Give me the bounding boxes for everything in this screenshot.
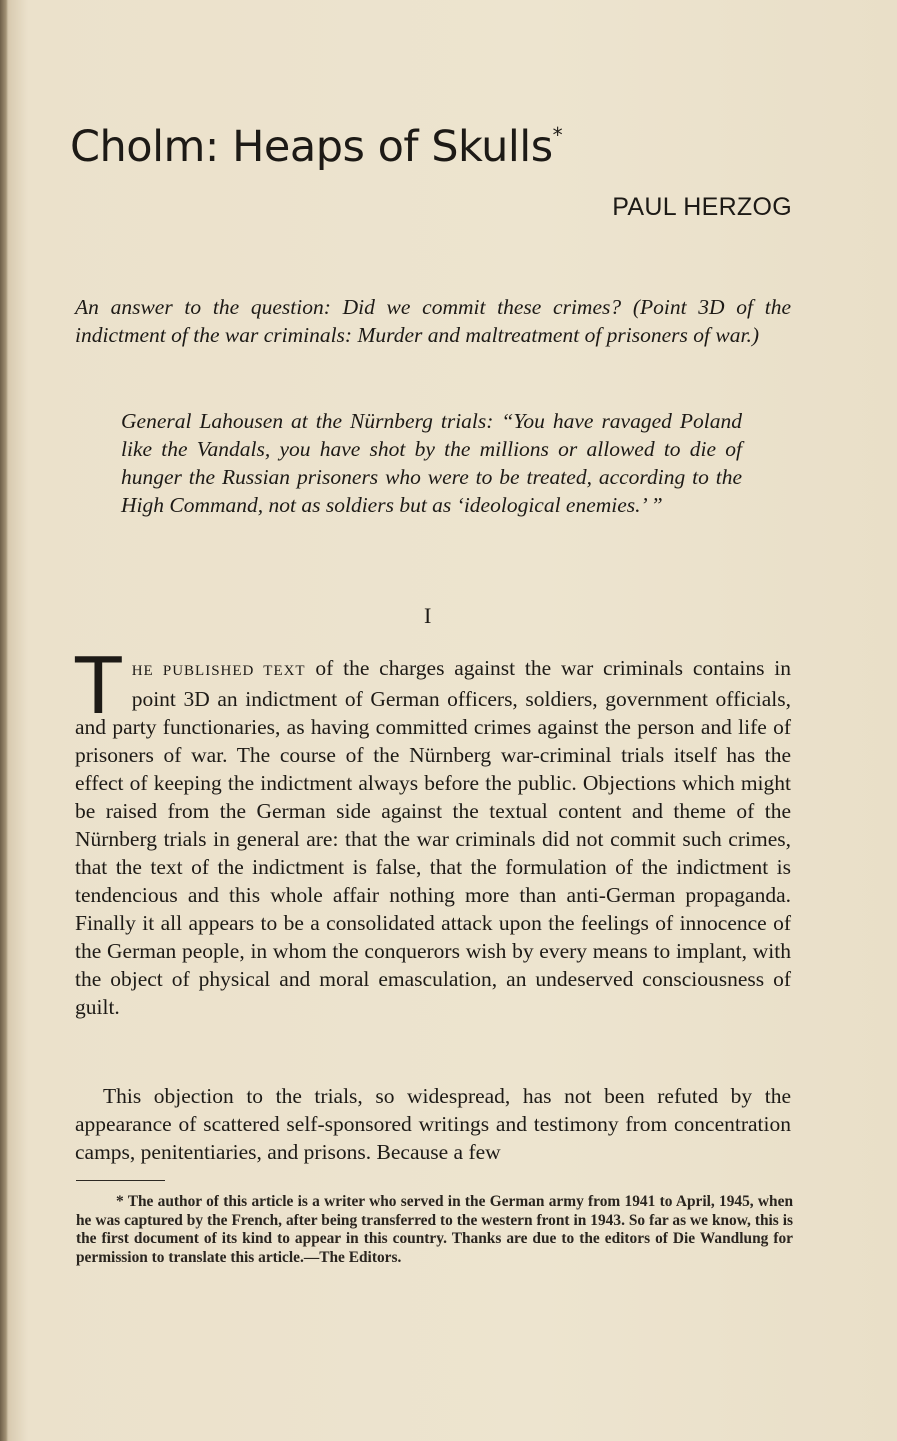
article-title: [70, 122, 562, 172]
section-number: I: [424, 603, 432, 628]
title-footnote-marker: *: [552, 122, 563, 147]
intro-paragraph: An answer to the question: Did we commit these crimes? (Point 3D of the indictment of the war criminals: Murder and maltreatment of prisoners of war.): [75, 295, 791, 347]
epigraph-quote: General Lahousen at the Nürnberg trials: “You have ravaged Poland like the Vandals, you have shot by the millions or allowed to die of hunger the Russian prisoners who were to be treated, according to the High Command, not as soldiers but as ‘ideological enemies.’ ”: [121, 409, 742, 517]
lead-in-smallcaps: HE PUBLISHED TEXT: [131, 663, 306, 679]
body-paragraph-1: [73, 638, 791, 1021]
drop-cap: T: [73, 638, 124, 731]
body-paragraph-1-text: of the charges against the war criminals contains in point 3D an indictment of German officers, soldiers, government officials, and party functionaries, as having committed crimes against the person and life of prisoners of war. The course of the Nürnberg war-criminal trials itself has the effect of keeping the indictment always before the public. Objections which might be raised from the German side against the textual content and theme of the Nürnberg trials in general are: that the war criminals did not commit such crimes, that the text of the indictment is false, that the formulation of the indictment is tendencious and this whole affair nothing more than anti-German propaganda. Finally it all appears to be a consolidated attack upon the feelings of innocence of the German people, in whom the conquerors wish by every means to implant, with the object of physical and moral emasculation, an undeserved consciousness of guilt.: [75, 656, 791, 1019]
article-title-text: Cholm: Heaps of Skulls: [70, 122, 553, 172]
footnote-rule: [76, 1180, 165, 1181]
footnote: * The author of this article is a writer who served in the German army from 1941 to April, 1945, when he was captured by the French, after being transferred to the western front in 1943. So far as we know, this is the first document of its kind to appear in this country. Thanks are due to the editors of Die Wandlung for permission to translate this article.—The Editors.: [76, 1193, 793, 1266]
author-byline: PAUL HERZOG: [612, 193, 792, 221]
page-binding-edge: [0, 0, 8, 1441]
body-paragraph-2: This objection to the trials, so widespread, has not been refuted by the appearance of scattered self-sponsored writings and testimony from concentration camps, penitentiaries, and prisons. Because a few: [75, 1084, 791, 1164]
